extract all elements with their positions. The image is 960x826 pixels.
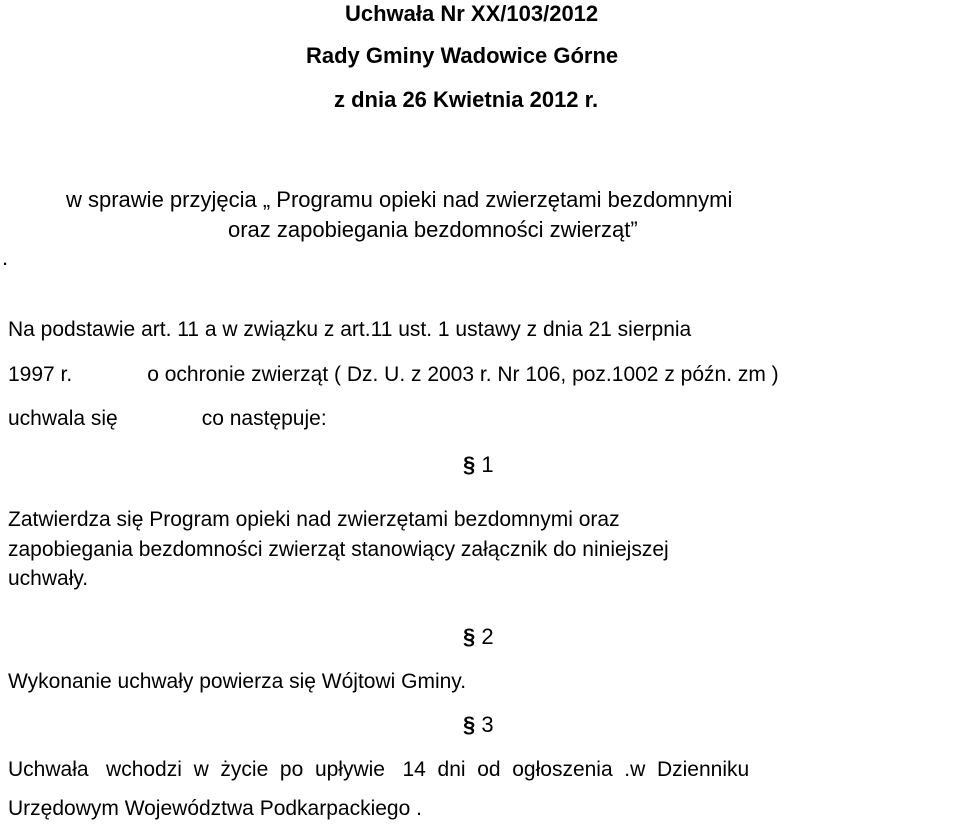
section-1-heading [463,452,494,478]
section-3-heading [463,712,494,738]
resolution-date: z dnia 26 Kwietnia 2012 r. [334,87,599,112]
subject-line-2: oraz zapobiegania bezdomności zwierząt” [228,217,638,242]
preamble-line-3 [8,407,327,431]
stray-dot: . [2,245,9,270]
preamble-resolves: uchwala się [8,407,118,430]
preamble-act-citation: o ochronie zwierząt ( Dz. U. z 2003 r. Nr 106, poz.1002 z późn. zm ) [147,363,779,386]
section-3-text-line-2: Urzędowym Województwa Podkarpackiego . [8,797,422,820]
resolution-number: Uchwała Nr XX/103/2012 [345,1,599,26]
preamble-line-1: Na podstawie art. 11 a w związku z art.11 ust. 1 ustawy z dnia 21 sierpnia [8,318,692,341]
section-3-text-line-1: Uchwała wchodzi w życie po upływie 14 dni od ogłoszenia .w Dzienniku [8,758,750,781]
subject-line-1: w sprawie przyjęcia „ Programu opieki nad zwierzętami bezdomnymi [66,187,733,212]
section-number: 3 [481,712,494,737]
section-2-heading [463,624,494,650]
section-symbol: § [463,712,476,737]
section-1-text-line-3: uchwały. [8,567,89,590]
section-number: 1 [481,452,494,477]
preamble-year: 1997 r. [8,363,73,386]
section-number: 2 [481,624,494,649]
section-2-text-line-1: Wykonanie uchwały powierza się Wójtowi Gminy. [8,670,467,693]
preamble-line-2 [8,363,779,387]
section-1-text-line-1: Zatwierdza się Program opieki nad zwierzętami bezdomnymi oraz [8,508,620,531]
section-symbol: § [463,624,476,649]
section-symbol: § [463,452,476,477]
preamble-as-follows: co następuje: [201,407,327,430]
council-name: Rady Gminy Wadowice Górne [306,43,619,68]
section-1-text-line-2: zapobiegania bezdomności zwierząt stanowiący załącznik do niniejszej [8,538,669,561]
